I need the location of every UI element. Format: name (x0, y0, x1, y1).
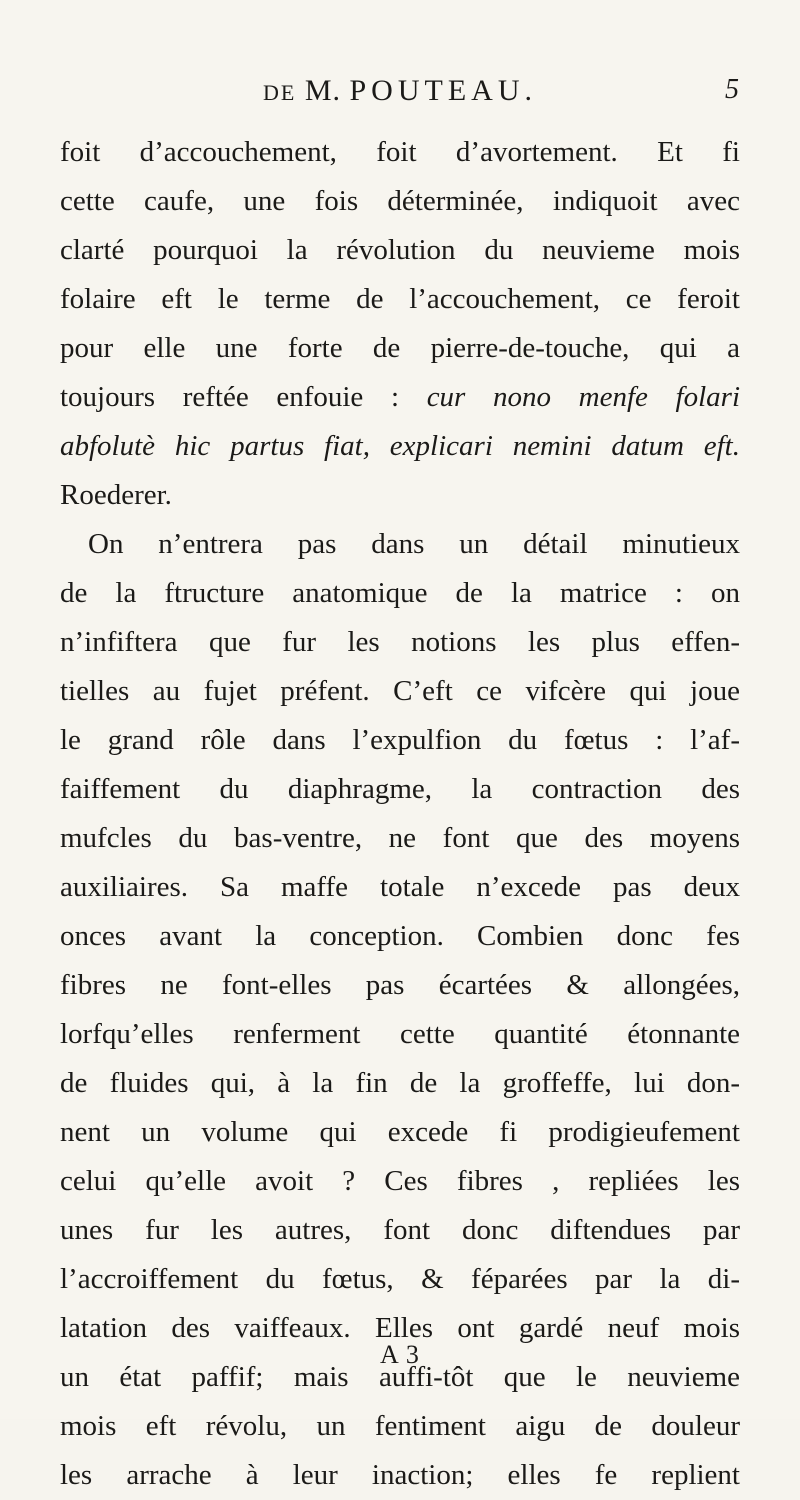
header-prefix: DE (262, 80, 297, 105)
running-header (60, 74, 740, 114)
text-line: latation des vaiffeaux. Elles ont gardé neuf mois (60, 1312, 740, 1344)
text-line: celui qu’elle avoit ? Ces fibres , repliées les (60, 1165, 740, 1197)
text-line: folaire eft le terme de l’accouchement, ce feroit (60, 283, 740, 315)
text-line: les arrache à leur inaction; elles fe replient (60, 1459, 740, 1491)
text-line: l’accroiffement du fœtus, & féparées par la di- (60, 1263, 740, 1295)
latin-quote-line: abfolutè hic partus fiat, explicari nemini datum eft. (60, 430, 740, 462)
citation-author: Roederer. (60, 479, 172, 511)
text-line: un état paffif; mais auffi-tôt que le neuvieme (60, 1361, 740, 1393)
page-number: 5 (725, 74, 740, 105)
text-line: faiffement du diaphragme, la contraction des (60, 773, 740, 805)
paragraph-start: On n’entrera pas dans un détail minutieux (88, 528, 740, 560)
text-line: auxiliaires. Sa maffe totale n’excede pas deux (60, 871, 740, 903)
text-line: lorfqu’elles renferment cette quantité étonnante (60, 1018, 740, 1050)
text-line: de fluides qui, à la fin de la groffeffe, lui don- (60, 1067, 740, 1099)
text-line: onces avant la conception. Combien donc fes (60, 920, 740, 952)
text-line: unes fur les autres, font donc diftendues par (60, 1214, 740, 1246)
text-line: clarté pourquoi la révolution du neuvieme mois (60, 234, 740, 266)
text-line (60, 373, 740, 422)
text-line: cette caufe, une fois déterminée, indiquoit avec (60, 185, 740, 217)
body-text (60, 128, 740, 1500)
header-title (60, 74, 740, 108)
signature-mark: A 3 (380, 1340, 420, 1369)
text-line: le grand rôle dans l’expulfion du fœtus : l’af- (60, 724, 740, 756)
text-line: fibres ne font-elles pas écartées & allongées, (60, 969, 740, 1001)
text-line: n’infiftera que fur les notions les plus effen- (60, 626, 740, 658)
text-line: mufcles du bas-ventre, ne font que des moyens (60, 822, 740, 854)
text-line: de la ftructure anatomique de la matrice : on (60, 577, 740, 609)
text-line: mois eft révolu, un fentiment aigu de douleur (60, 1410, 740, 1442)
text-line: pour elle une forte de pierre-de-touche, qui a (60, 332, 740, 364)
header-initial: M. (304, 74, 341, 107)
text-line: nent un volume qui excede fi prodigieufement (60, 1116, 740, 1148)
text-line: tielles au fujet préfent. C’eft ce vifcère qui joue (60, 675, 740, 707)
text-segment: toujours reftée enfouie : (60, 381, 400, 413)
text-line: foit d’accouchement, foit d’avortement. Et fi (60, 136, 740, 168)
latin-quote: cur nono menfe folari (426, 381, 740, 413)
header-author-name: POUTEAU. (349, 74, 537, 107)
